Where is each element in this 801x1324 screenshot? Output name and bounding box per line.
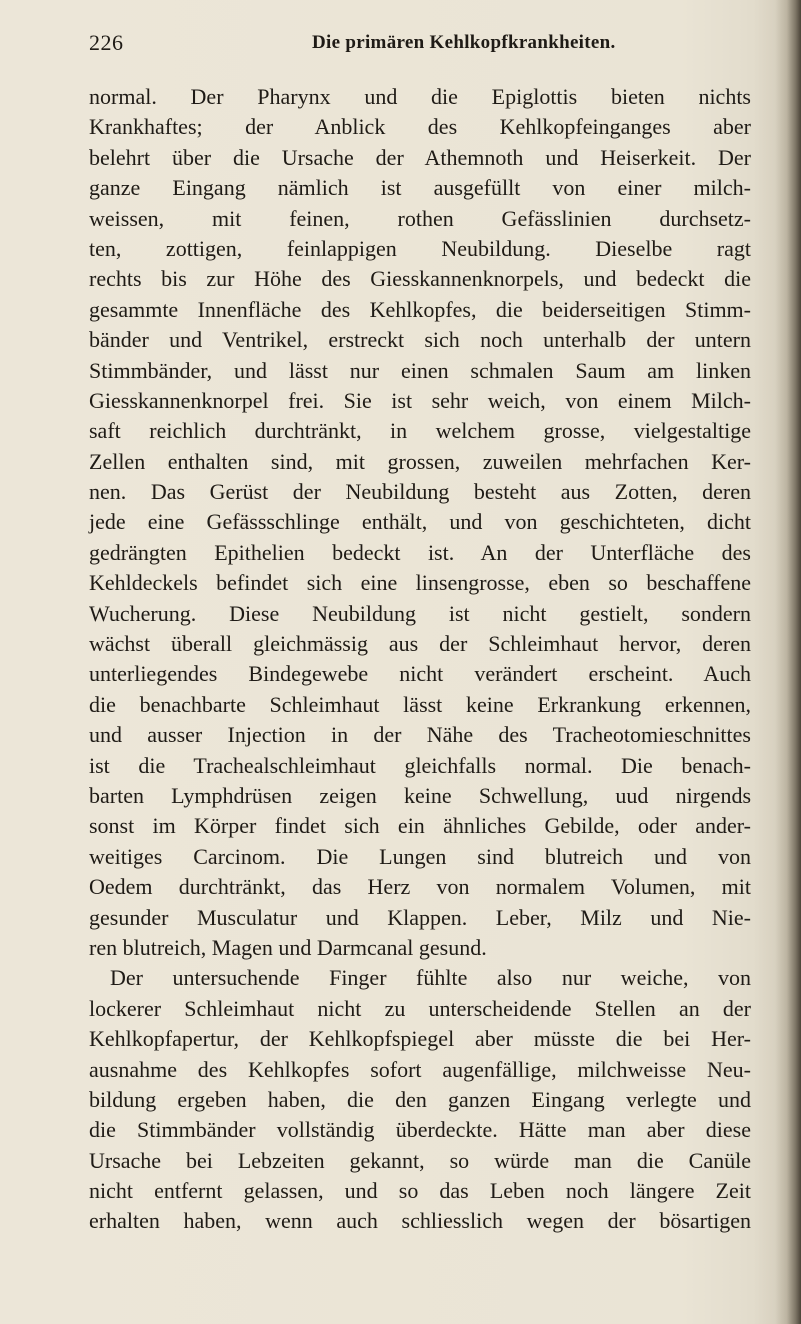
text-line: wächst überall gleichmässig aus der Schleimhaut hervor, deren xyxy=(89,631,751,657)
text-line: saft reichlich durchtränkt, in welchem grosse, vielgestaltige xyxy=(89,418,751,444)
text-line: bildung ergeben haben, die den ganzen Eingang verlegte und xyxy=(89,1086,751,1112)
paragraph-end-line: ren blutreich, Magen und Darmcanal gesund. xyxy=(89,934,487,960)
text-line: gedrängten Epithelien bedeckt ist. An der Unterfläche des xyxy=(89,539,751,565)
text-line: weissen, mit feinen, rothen Gefässlinien durchsetz- xyxy=(89,205,751,231)
text-line: ist die Trachealschleimhaut gleichfalls normal. Die benach- xyxy=(89,752,751,778)
page-number: 226 xyxy=(89,30,124,55)
text-line: normal. Der Pharynx und die Epiglottis bieten nichts xyxy=(89,84,751,109)
text-line: erhalten haben, wenn auch schliesslich wegen der bösartigen xyxy=(89,1208,751,1234)
text-line: lockerer Schleimhaut nicht zu unterscheidende Stellen an der xyxy=(89,995,751,1021)
text-line: bänder und Ventrikel, erstreckt sich noch unterhalb der untern xyxy=(89,327,751,353)
text-line: Kehldeckels befindet sich eine linsengrosse, eben so beschaffene xyxy=(89,570,751,596)
text-line: Krankhaftes; der Anblick des Kehlkopfeinganges aber xyxy=(89,114,751,140)
body-text xyxy=(89,82,751,1237)
text-line: weitiges Carcinom. Die Lungen sind blutreich und von xyxy=(89,843,751,869)
text-line: barten Lymphdrüsen zeigen keine Schwellung, uud nirgends xyxy=(89,782,751,808)
running-title: Die primären Kehlkopfkrankheiten. xyxy=(312,32,616,53)
text-line: nicht entfernt gelassen, und so das Leben noch längere Zeit xyxy=(89,1178,751,1204)
text-line: Zellen enthalten sind, mit grossen, zuweilen mehrfachen Ker- xyxy=(89,448,751,474)
text-line: rechts bis zur Höhe des Giesskannenknorpels, und bedeckt die xyxy=(89,266,751,292)
text-line: ten, zottigen, feinlappigen Neubildung. Dieselbe ragt xyxy=(89,235,751,261)
text-line: Kehlkopfapertur, der Kehlkopfspiegel aber müsste die bei Her- xyxy=(89,1026,751,1052)
text-line: Stimmbänder, und lässt nur einen schmalen Saum am linken xyxy=(89,357,751,383)
text-line: gesammte Innenfläche des Kehlkopfes, die beiderseitigen Stimm- xyxy=(89,296,751,322)
text-line: Oedem durchtränkt, das Herz von normalem Volumen, mit xyxy=(89,874,751,900)
text-line: Ursache bei Lebzeiten gekannt, so würde man die Canüle xyxy=(89,1147,751,1173)
running-head xyxy=(89,30,749,60)
text-line: die Stimmbänder vollständig überdeckte. Hätte man aber diese xyxy=(89,1117,751,1143)
text-line: Giesskannenknorpel frei. Sie ist sehr weich, von einem Milch- xyxy=(89,387,751,413)
text-line: ganze Eingang nämlich ist ausgefüllt von einer milch- xyxy=(89,175,751,201)
text-line: ausnahme des Kehlkopfes sofort augenfällige, milchweisse Neu- xyxy=(89,1056,751,1082)
text-line: jede eine Gefässschlinge enthält, und von geschichteten, dicht xyxy=(89,509,751,535)
text-line: belehrt über die Ursache der Athemnoth und Heiserkeit. Der xyxy=(89,144,751,170)
text-line: sonst im Körper findet sich ein ähnliches Gebilde, oder ander- xyxy=(89,813,751,839)
text-line: Wucherung. Diese Neubildung ist nicht gestielt, sondern xyxy=(89,600,751,626)
paragraph-start-line: Der untersuchende Finger fühlte also nur weiche, von xyxy=(110,965,751,991)
text-line: unterliegendes Bindegewebe nicht verändert erscheint. Auch xyxy=(89,661,751,687)
text-line: gesunder Musculatur und Klappen. Leber, Milz und Nie- xyxy=(89,904,751,930)
text-line: nen. Das Gerüst der Neubildung besteht aus Zotten, deren xyxy=(89,479,751,505)
page-binding-edge xyxy=(775,0,801,1324)
text-line: die benachbarte Schleimhaut lässt keine Erkrankung erkennen, xyxy=(89,691,751,717)
text-line: und ausser Injection in der Nähe des Tracheotomieschnittes xyxy=(89,722,751,748)
